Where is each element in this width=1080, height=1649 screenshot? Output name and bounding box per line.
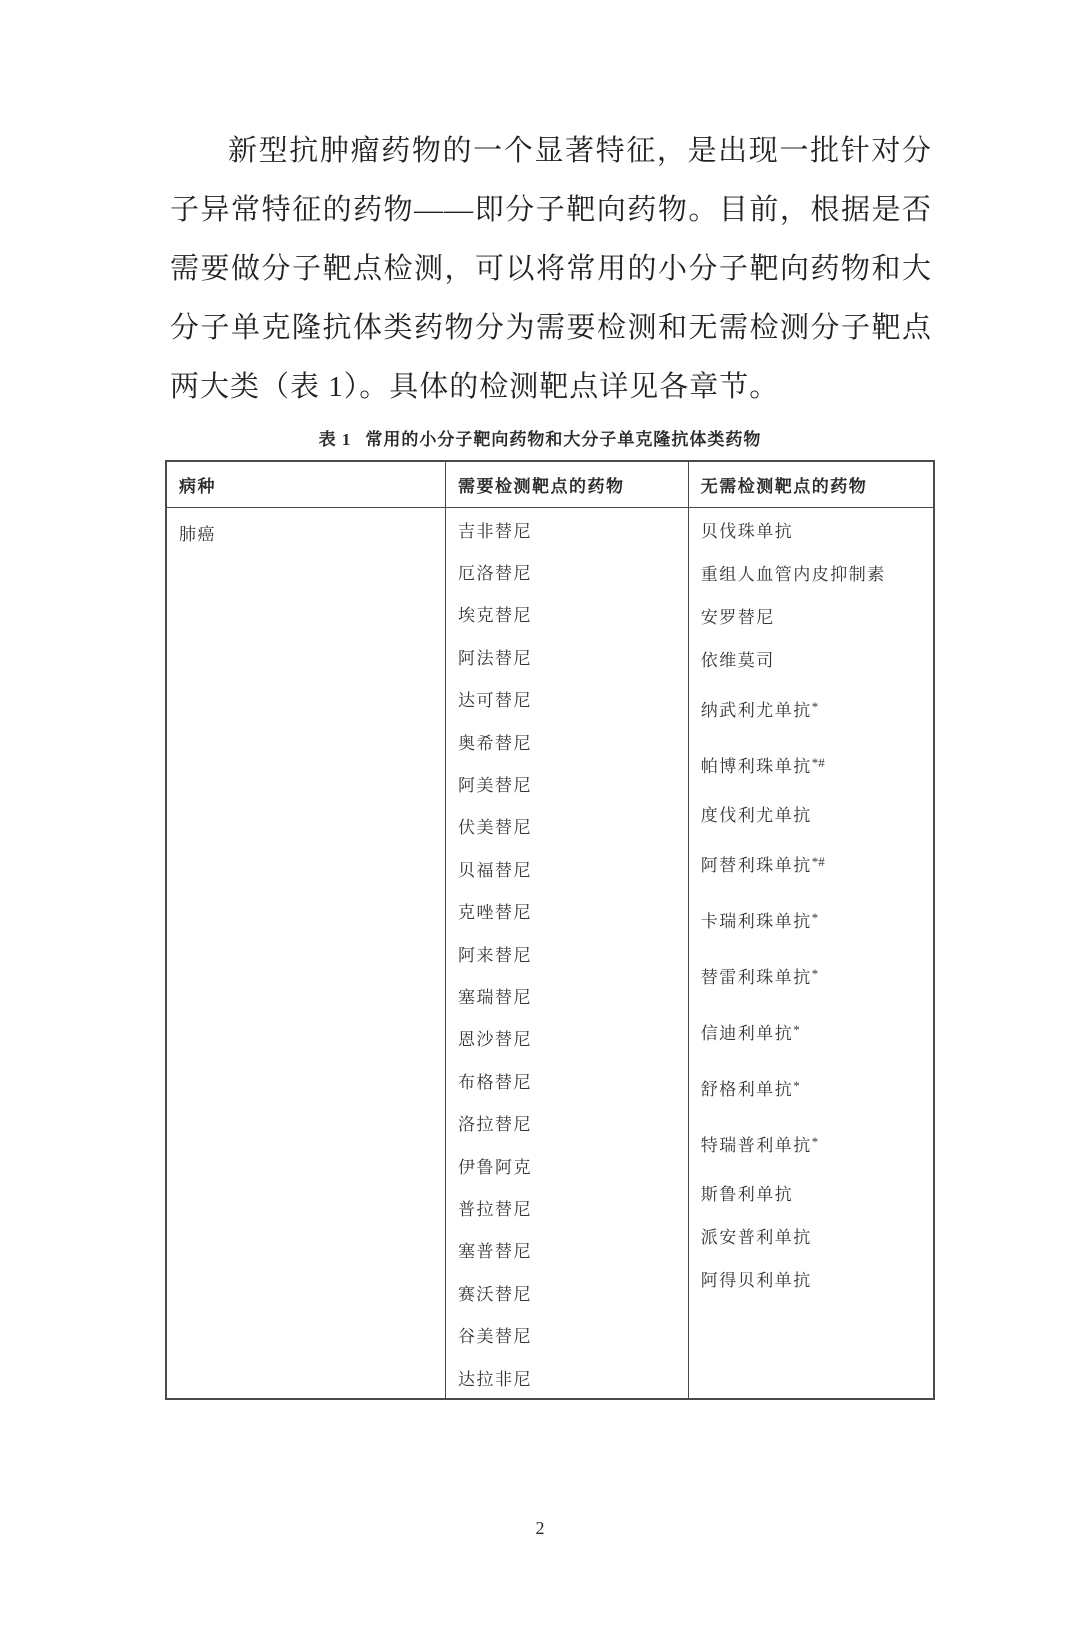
drug-name: 纳武利尤单抗	[700, 700, 812, 720]
document-page	[0, 122, 1080, 1538]
drug-name: 阿替利珠单抗	[700, 855, 812, 875]
drug-table	[165, 460, 935, 1400]
page-number: 2	[535, 1518, 545, 1538]
drug-item: 厄洛替尼	[458, 564, 533, 584]
drug-name: 依维莫司	[700, 651, 775, 670]
drug-item: 贝福替尼	[458, 860, 533, 880]
column-header-no-target: 无需检测靶点的药物	[688, 461, 934, 508]
drug-name: 舒格利单抗	[700, 1079, 794, 1099]
drug-name: 阿得贝利单抗	[700, 1271, 812, 1290]
drug-item: 卡瑞利珠单抗 *	[689, 891, 933, 947]
drug-item: 信迪利单抗 *	[689, 1003, 933, 1059]
drug-item: 舒格利单抗 *	[689, 1059, 933, 1115]
table-row	[166, 508, 934, 1400]
drug-item: 阿替利珠单抗 *#	[689, 835, 933, 891]
drug-item: 恩沙替尼	[458, 1030, 533, 1050]
drug-name: 斯鲁利单抗	[700, 1185, 794, 1204]
drug-item: 克唑替尼	[458, 903, 533, 923]
drug-item: 塞普替尼	[458, 1242, 533, 1262]
drug-item	[689, 1214, 933, 1257]
drug-name: 卡瑞利珠单抗	[700, 911, 812, 931]
drug-item	[689, 551, 933, 594]
drug-item: 奥希替尼	[458, 733, 533, 753]
drug-item: 帕博利珠单抗 *#	[689, 736, 933, 792]
drug-name: 度伐利尤单抗	[700, 806, 812, 825]
table-caption	[0, 425, 1080, 450]
no-target-drug-list	[689, 508, 933, 1300]
drug-item: 伊鲁阿克	[458, 1157, 533, 1177]
drug-item	[689, 1171, 933, 1214]
drug-item	[689, 594, 933, 637]
drug-item: 谷美替尼	[458, 1327, 533, 1347]
target-required-cell	[446, 508, 689, 1400]
drug-item: 伏美替尼	[458, 818, 533, 838]
drug-item: 普拉替尼	[458, 1199, 533, 1219]
drug-name: 安罗替尼	[700, 608, 775, 627]
drug-item	[689, 508, 933, 551]
drug-name: 贝伐珠单抗	[700, 522, 794, 541]
drug-item: 特瑞普利单抗 *	[689, 1115, 933, 1171]
drug-name: 信迪利单抗	[700, 1023, 794, 1043]
drug-item: 替雷利珠单抗 *	[689, 947, 933, 1003]
drug-item: 埃克替尼	[458, 606, 533, 626]
table-header-row	[166, 461, 934, 508]
drug-item: 达拉非尼	[458, 1369, 533, 1389]
drug-item: 纳武利尤单抗 *	[689, 680, 933, 736]
drug-name: 帕博利珠单抗	[700, 756, 812, 776]
disease-cell: 肺癌	[166, 508, 446, 1400]
drug-item	[689, 792, 933, 835]
target-required-drug-list	[446, 508, 688, 1398]
drug-item: 塞瑞替尼	[458, 987, 533, 1007]
no-target-cell	[688, 508, 934, 1400]
drug-item: 布格替尼	[458, 1072, 533, 1092]
drug-item: 阿来替尼	[458, 945, 533, 965]
body-paragraph: 新型抗肿瘤药物的一个显著特征，是出现一批针对分子异常特征的药物——即分子靶向药物。目前，根据是否需要做分子靶点检测，可以将常用的小分子靶向药物和大分子单克隆抗体类药物分为需要检测和无需检测分子靶点两大类（表 1）。具体的检测靶点详见各章节。	[170, 135, 932, 403]
drug-item: 阿法替尼	[458, 648, 533, 668]
drug-name: 派安普利单抗	[700, 1228, 812, 1247]
table-caption-label: 表 1	[318, 430, 352, 449]
table-caption-text: 常用的小分子靶向药物和大分子单克隆抗体类药物	[365, 430, 762, 449]
drug-item: 吉非替尼	[458, 521, 533, 541]
column-header-target-required: 需要检测靶点的药物	[446, 461, 689, 508]
drug-name: 替雷利珠单抗	[700, 967, 812, 987]
drug-name: 特瑞普利单抗	[700, 1135, 812, 1155]
drug-item: 达可替尼	[458, 691, 533, 711]
drug-item: 赛沃替尼	[458, 1284, 533, 1304]
drug-item: 洛拉替尼	[458, 1115, 533, 1135]
drug-item	[689, 1257, 933, 1300]
drug-item	[689, 637, 933, 680]
column-header-disease: 病种	[166, 461, 446, 508]
drug-item: 阿美替尼	[458, 776, 533, 796]
drug-name: 重组人血管内皮抑制素	[700, 565, 886, 584]
